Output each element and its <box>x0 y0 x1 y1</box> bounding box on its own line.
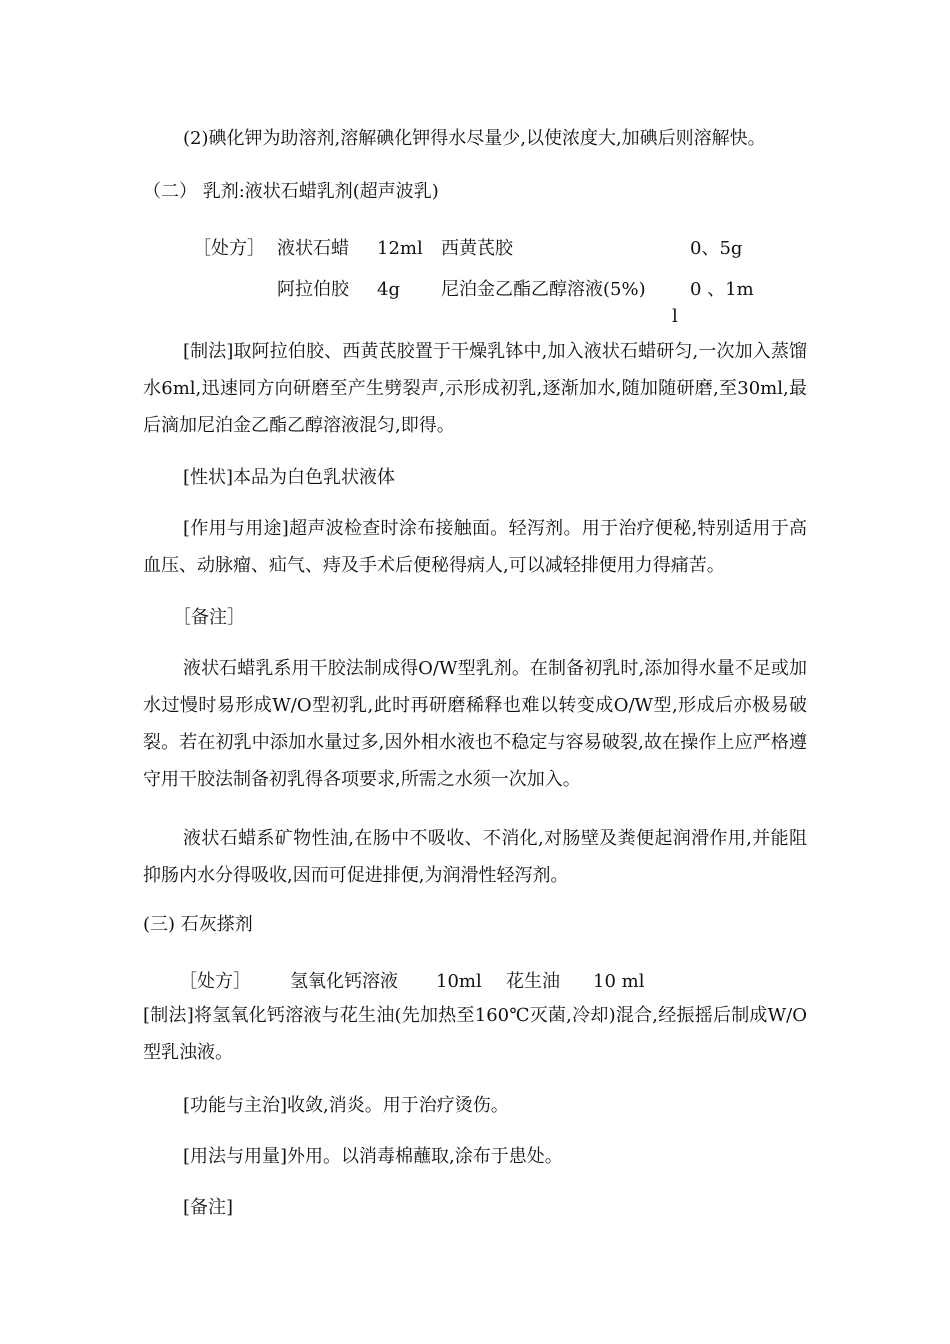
ingredient-name: 尼泊金乙酯乙醇溶液(5%) <box>441 279 646 300</box>
ingredient-name: 阿拉伯胶 <box>277 279 349 300</box>
section-3-method: [制法]将氢氧化钙溶液与花生油(先加热至160℃灭菌,冷却)混合,经振摇后制成W/O型乳浊液。 <box>143 1005 807 1063</box>
ingredient-amount: 10ml <box>436 971 482 992</box>
section-2-method: [制法]取阿拉伯胶、西黄芪胶置于干燥乳钵中,加入液状石蜡研匀,一次加入蒸馏水6ml,迅速同方向研磨至产生劈裂声,示形成初乳,逐渐加水,随加随研磨,至30ml,最后滴加尼泊金乙酯乙醇溶液混匀,即得。 <box>143 341 807 436</box>
prescription-label: ［处方］ <box>193 238 265 259</box>
section-3-heading: (三) 石灰搽剂 <box>143 914 253 935</box>
section-3-dosage: [用法与用量]外用。以消毒棉蘸取,涂布于患处。 <box>183 1146 563 1167</box>
ingredient-amount-wrap: l <box>672 306 678 327</box>
ingredient-amount: 0 、1m <box>690 279 754 300</box>
ingredient-amount: 12ml <box>377 238 423 259</box>
note-2: (2)碘化钾为助溶剂,溶解碘化钾得水尽量少,以使浓度大,加碘后则溶解快。 <box>183 128 766 149</box>
prescription-label: ［处方］ <box>179 971 251 992</box>
section-2-property: [性状]本品为白色乳状液体 <box>183 467 396 488</box>
ingredient-name: 液状石蜡 <box>277 238 349 259</box>
section-3-remark-label: [备注] <box>183 1197 234 1218</box>
ingredient-name: 花生油 <box>506 971 560 992</box>
section-2-remark-label: ［备注］ <box>173 607 245 628</box>
section-2-usage: [作用与用途]超声波检查时涂布接触面。轻泻剂。用于治疗便秘,特别适用于高血压、动脉瘤、疝气、痔及手术后便秘得病人,可以减轻排便用力得痛苦。 <box>143 518 807 576</box>
ingredient-name: 氢氧化钙溶液 <box>290 971 398 992</box>
section-2-heading: （二） 乳剂:液状石蜡乳剂(超声波乳) <box>143 181 439 202</box>
ingredient-name: 西黄芪胶 <box>441 238 513 259</box>
section-2-remark-2: 液状石蜡系矿物性油,在肠中不吸收、不消化,对肠壁及粪便起润滑作用,并能阻抑肠内水分得吸收,因而可促进排便,为润滑性轻泻剂。 <box>143 828 807 886</box>
ingredient-amount: 0、5g <box>690 238 743 259</box>
ingredient-amount: 10 ml <box>593 971 645 992</box>
section-2-remark-1: 液状石蜡乳系用干胶法制成得O/W型乳剂。在制备初乳时,添加得水量不足或加水过慢时易形成W/O型初乳,此时再研磨稀释也难以转变成O/W型,形成后亦极易破裂。若在初乳中添加水量过多,因外相水液也不稳定与容易破裂,故在操作上应严格遵守用干胶法制备初乳得各项要求,所需之水须一次加入。 <box>143 658 807 790</box>
section-3-function: [功能与主治]收敛,消炎。用于治疗烫伤。 <box>183 1095 509 1116</box>
ingredient-amount: 4g <box>377 279 400 300</box>
